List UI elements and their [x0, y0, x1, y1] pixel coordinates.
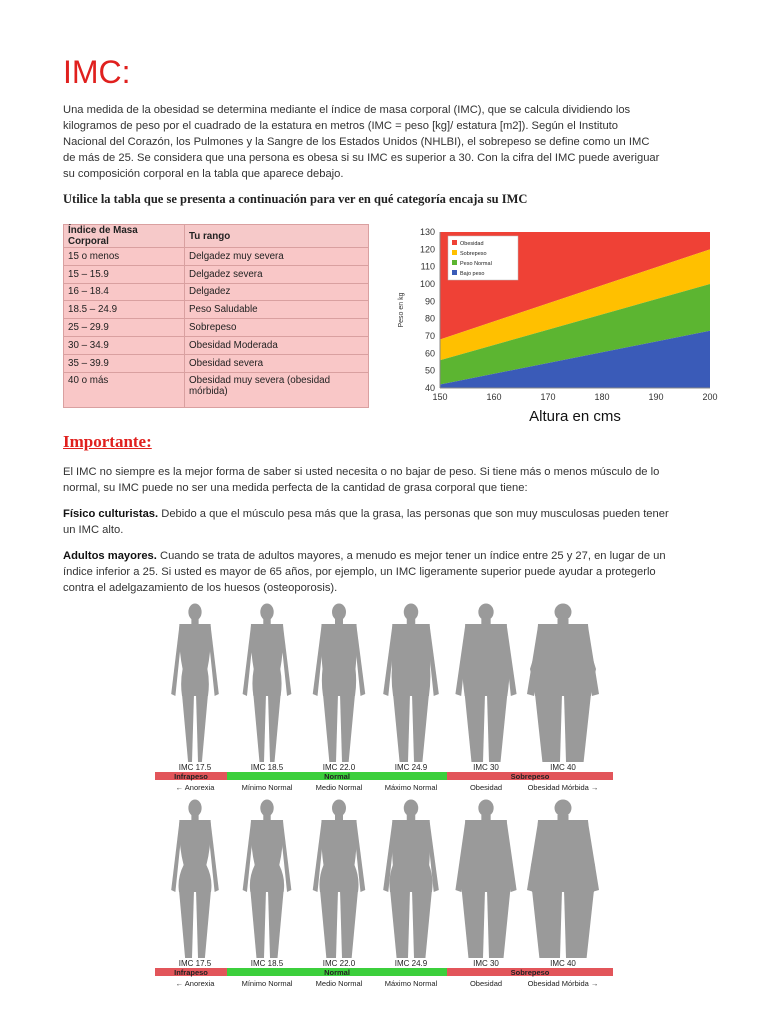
table-cell: 15 – 15.9 [64, 265, 185, 283]
body-torso [319, 820, 358, 892]
table-row [64, 319, 369, 337]
x-tick-label: 170 [540, 392, 556, 402]
descriptor-label: ← Anorexia [175, 979, 215, 988]
body-left-leg [390, 890, 410, 958]
y-tick-label: 70 [424, 331, 435, 341]
imc-value-label: IMC 18.5 [250, 763, 284, 772]
body-torso [250, 820, 284, 892]
body-head [555, 604, 572, 621]
adultos-label: Adultos mayores. [63, 550, 157, 562]
fisico-paragraph [63, 506, 683, 538]
table-cell: 30 – 34.9 [64, 336, 185, 354]
descriptor-label: Mínimo Normal [241, 979, 293, 988]
legend-swatch [452, 250, 457, 255]
table-cell: Obesidad Moderada [185, 336, 369, 354]
body-torso [461, 820, 511, 892]
body-head [188, 800, 201, 817]
table-row [64, 336, 369, 354]
body-left-arm [243, 626, 253, 696]
body-left-leg [182, 694, 194, 762]
imc-value-label: IMC 24.9 [394, 763, 428, 772]
body-head [260, 604, 273, 621]
imc-value-label: IMC 40 [550, 763, 576, 772]
body-left-leg [250, 890, 266, 958]
body-head [404, 800, 418, 817]
table-row [64, 354, 369, 372]
imc-value-label: IMC 22.0 [322, 763, 356, 772]
descriptor-label: Obesidad Mórbida → [527, 979, 599, 988]
table-row [64, 248, 369, 266]
table-cell: 25 – 29.9 [64, 319, 185, 337]
y-tick-label: 40 [424, 383, 435, 393]
body-torso [531, 820, 596, 892]
imc-value-label: IMC 17.5 [178, 959, 212, 968]
body-left-leg [320, 890, 338, 958]
descriptor-label: Máximo Normal [384, 783, 438, 792]
body-left-arm [171, 626, 181, 696]
legend-swatch [452, 240, 457, 245]
table-cell: 18.5 – 24.9 [64, 301, 185, 319]
bmi-table [63, 224, 369, 408]
table-row [64, 283, 369, 301]
bmi-chart [390, 222, 730, 428]
category-label: Infrapeso [174, 772, 208, 781]
importante-heading: Importante: [63, 432, 152, 451]
table-cell: Obesidad severa [185, 354, 369, 372]
legend-swatch [452, 260, 457, 265]
body-right-leg [487, 694, 507, 762]
x-tick-label: 180 [594, 392, 610, 402]
y-tick-label: 120 [419, 244, 435, 255]
body-right-leg [268, 694, 281, 762]
body-torso [321, 624, 357, 696]
body-right-leg [564, 890, 594, 958]
body-torso [392, 624, 431, 696]
imc-value-label: IMC 17.5 [178, 763, 212, 772]
body-torso [462, 624, 510, 696]
table-cell: Delgadez severa [185, 265, 369, 283]
intro-paragraph: Una medida de la obesidad se determina mediante el índice de masa corporal (IMC), que se calcula dividiendo los kilogramos de peso por el cuadrado de la estatura en metros (IMC = peso [kg]/ estatura [m2]). Según el Instituto Nacional del Corazón, los Pulmones y la Sangre de los Estados Unidos (NHLBI), el sobrepeso se define como un IMC de más de 25. Se considera que una persona es obesa si su IMC es superior a 30. Con la cifra del IMC puede averiguar su composición corporal en la tabla que aparece debajo. [63, 104, 660, 180]
y-tick-label: 100 [419, 279, 435, 289]
descriptor-label: ← Anorexia [175, 783, 215, 792]
category-label: Infrapeso [174, 968, 208, 977]
category-label: Sobrepeso [510, 772, 550, 781]
table-cell: 40 o más [64, 372, 185, 407]
y-tick-label: 80 [424, 313, 435, 324]
body-left-leg [535, 694, 562, 762]
table-cell: Peso Saludable [185, 301, 369, 319]
table-header-cell: Tu rango [185, 225, 369, 248]
body-torso [389, 820, 432, 892]
x-tick-label: 200 [702, 392, 718, 402]
x-axis-title: Altura en cms [529, 408, 621, 425]
y-axis-title: Peso en kg [398, 292, 405, 328]
body-head [478, 604, 493, 621]
body-left-leg [532, 890, 562, 958]
descriptor-label: Obesidad Mórbida → [527, 783, 599, 792]
y-tick-label: 130 [419, 227, 435, 237]
imc-value-label: IMC 30 [473, 959, 499, 968]
imc-value-label: IMC 24.9 [394, 959, 428, 968]
table-cell: Delgadez [185, 283, 369, 301]
imc-value-label: IMC 40 [550, 959, 576, 968]
body-head [332, 604, 346, 621]
category-label: Normal [324, 968, 350, 977]
body-torso [530, 624, 596, 696]
table-header-row [64, 225, 369, 248]
body-torso [179, 820, 212, 892]
body-left-leg [465, 694, 485, 762]
y-tick-label: 110 [420, 261, 435, 272]
descriptor-label: Mínimo Normal [241, 783, 293, 792]
adultos-paragraph [63, 548, 683, 596]
adultos-text: Cuando se trata de adultos mayores, a menudo es mejor tener un índice entre 25 y 27, en lugar de un índice inferior a 25. Si usted es mayor de 65 años, por ejemplo, un IMC ligeramente superior puede ayudar a protegerlo contra el adelgazamiento de los huesos (osteoporosis). [63, 550, 666, 594]
body-head [332, 800, 346, 817]
table-row [64, 372, 369, 407]
category-label: Sobrepeso [510, 968, 550, 977]
imc-value-label: IMC 18.5 [250, 959, 284, 968]
body-left-leg [179, 890, 194, 958]
body-right-leg [412, 890, 432, 958]
table-row [64, 301, 369, 319]
instruction-text: Utilice la tabla que se presenta a continuación para ver en qué categoría encaja su IMC [63, 192, 528, 206]
body-head [188, 604, 201, 621]
legend-swatch [452, 270, 457, 275]
body-right-leg [268, 890, 284, 958]
y-tick-label: 90 [424, 296, 435, 307]
body-left-leg [462, 890, 485, 958]
body-left-leg [393, 694, 410, 762]
fisico-label: Físico culturistas. [63, 508, 159, 520]
y-tick-label: 50 [424, 365, 435, 376]
bmi-table-container [63, 224, 369, 408]
descriptor-label: Obesidad [469, 979, 503, 988]
y-tick-label: 60 [424, 348, 435, 359]
body-torso [251, 624, 284, 696]
legend-label: Peso Normal [460, 261, 492, 267]
body-torso [179, 624, 211, 696]
body-right-leg [340, 890, 358, 958]
table-header-cell: Índice de Masa Corporal [64, 225, 185, 248]
body-right-leg [412, 694, 429, 762]
table-cell: Sobrepeso [185, 319, 369, 337]
legend-label: Bajo peso [460, 271, 485, 277]
x-tick-label: 160 [486, 392, 502, 402]
page-title: IMC: [63, 54, 131, 90]
table-cell: 35 – 39.9 [64, 354, 185, 372]
body-right-arm [209, 626, 219, 696]
legend-label: Obesidad [460, 241, 484, 247]
body-right-leg [487, 890, 510, 958]
imc-value-label: IMC 30 [473, 763, 499, 772]
body-head [404, 604, 418, 621]
descriptor-label: Obesidad [469, 783, 503, 792]
x-tick-label: 190 [648, 392, 664, 402]
body-right-leg [340, 694, 355, 762]
category-label: Normal [324, 772, 350, 781]
body-right-leg [564, 694, 591, 762]
body-left-leg [323, 694, 338, 762]
legend-label: Sobrepeso [460, 251, 487, 257]
male-row [155, 604, 613, 793]
table-cell: Delgadez muy severa [185, 248, 369, 266]
body-head [260, 800, 273, 817]
imc-value-label: IMC 22.0 [322, 959, 356, 968]
body-left-leg [253, 694, 266, 762]
x-tick-label: 150 [432, 392, 448, 402]
body-head [478, 800, 493, 817]
table-row [64, 265, 369, 283]
body-head [555, 800, 572, 817]
female-row [155, 800, 613, 989]
importante-paragraph: El IMC no siempre es la mejor forma de saber si usted necesita o no bajar de peso. Si tiene más o menos músculo de lo normal, su IMC puede no ser una medida perfecta de la cantidad de grasa corporal que tiene: [63, 466, 660, 494]
descriptor-label: Medio Normal [315, 979, 363, 988]
body-right-leg [196, 694, 208, 762]
fisico-text: Debido a que el músculo pesa más que la grasa, las personas que son muy musculosas pueden tener un IMC alto. [63, 508, 669, 536]
chart-legend [448, 236, 518, 280]
descriptor-label: Medio Normal [315, 783, 363, 792]
descriptor-label: Máximo Normal [384, 979, 438, 988]
body-right-arm [281, 626, 291, 696]
body-right-leg [196, 890, 211, 958]
body-types-figure [155, 602, 613, 992]
table-cell: 15 o menos [64, 248, 185, 266]
table-cell: 16 – 18.4 [64, 283, 185, 301]
table-cell: Obesidad muy severa (obesidad mórbida) [185, 372, 369, 407]
